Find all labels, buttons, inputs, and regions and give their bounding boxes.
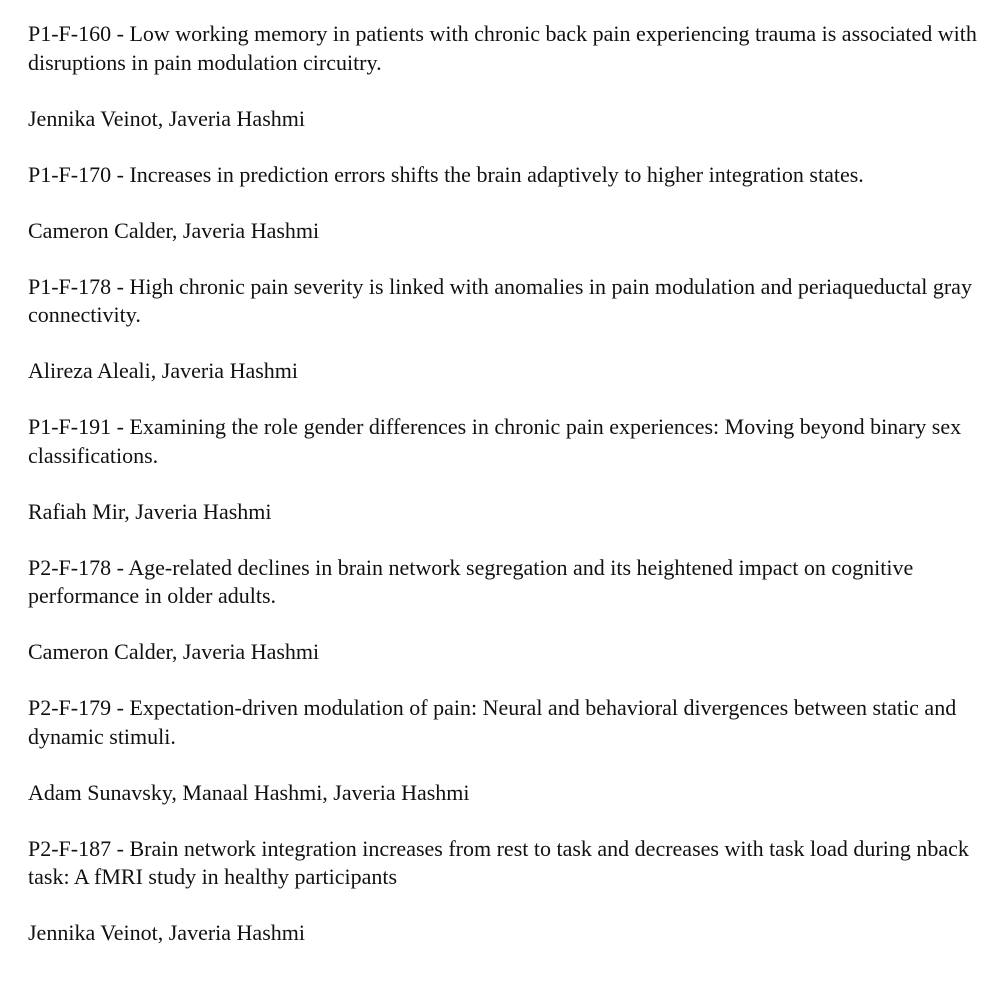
abstract-title: P2-F-187 - Brain network integration increases from rest to task and decreases with task load during nback task: A fMRI study in healthy participants — [28, 835, 969, 889]
abstract-authors: Cameron Calder, Javeria Hashmi — [28, 639, 320, 664]
abstract-title: P2-F-179 - Expectation-driven modulation of pain: Neural and behavioral divergences between static and dynamic stimuli. — [28, 695, 957, 749]
abstract-title: P1-F-160 - Low working memory in patients with chronic back pain experiencing trauma is associated with disruptions in pain modulation circuitry. — [28, 21, 977, 75]
abstract-authors: Jennika Veinot, Javeria Hashmi — [28, 920, 305, 945]
abstract-entry — [28, 694, 978, 807]
abstract-authors: Jennika Veinot, Javeria Hashmi — [28, 105, 305, 131]
abstract-entry — [28, 413, 978, 526]
abstract-entry — [28, 835, 978, 948]
abstract-authors: Adam Sunavsky, Manaal Hashmi, Javeria Hashmi — [28, 779, 470, 805]
abstract-entry — [28, 161, 978, 246]
abstract-authors: Rafiah Mir, Javeria Hashmi — [28, 498, 272, 524]
abstract-title: P2-F-178 - Age-related declines in brain network segregation and its heightened impact on cognitive performance in older adults. — [28, 554, 914, 608]
abstract-authors: Alireza Aleali, Javeria Hashmi — [28, 358, 299, 383]
abstract-list — [28, 20, 978, 948]
abstract-title: P1-F-170 - Increases in prediction errors shifts the brain adaptively to higher integration states. — [28, 161, 864, 187]
abstract-entry — [28, 20, 978, 133]
abstract-title: P1-F-191 - Examining the role gender differences in chronic pain experiences: Moving beyond binary sex classifications. — [28, 414, 962, 468]
abstract-entry — [28, 554, 978, 667]
abstract-entry — [28, 273, 978, 386]
abstract-authors: Cameron Calder, Javeria Hashmi — [28, 217, 320, 243]
abstract-title: P1-F-178 - High chronic pain severity is linked with anomalies in pain modulation and periaqueductal gray connectivity. — [28, 273, 972, 327]
